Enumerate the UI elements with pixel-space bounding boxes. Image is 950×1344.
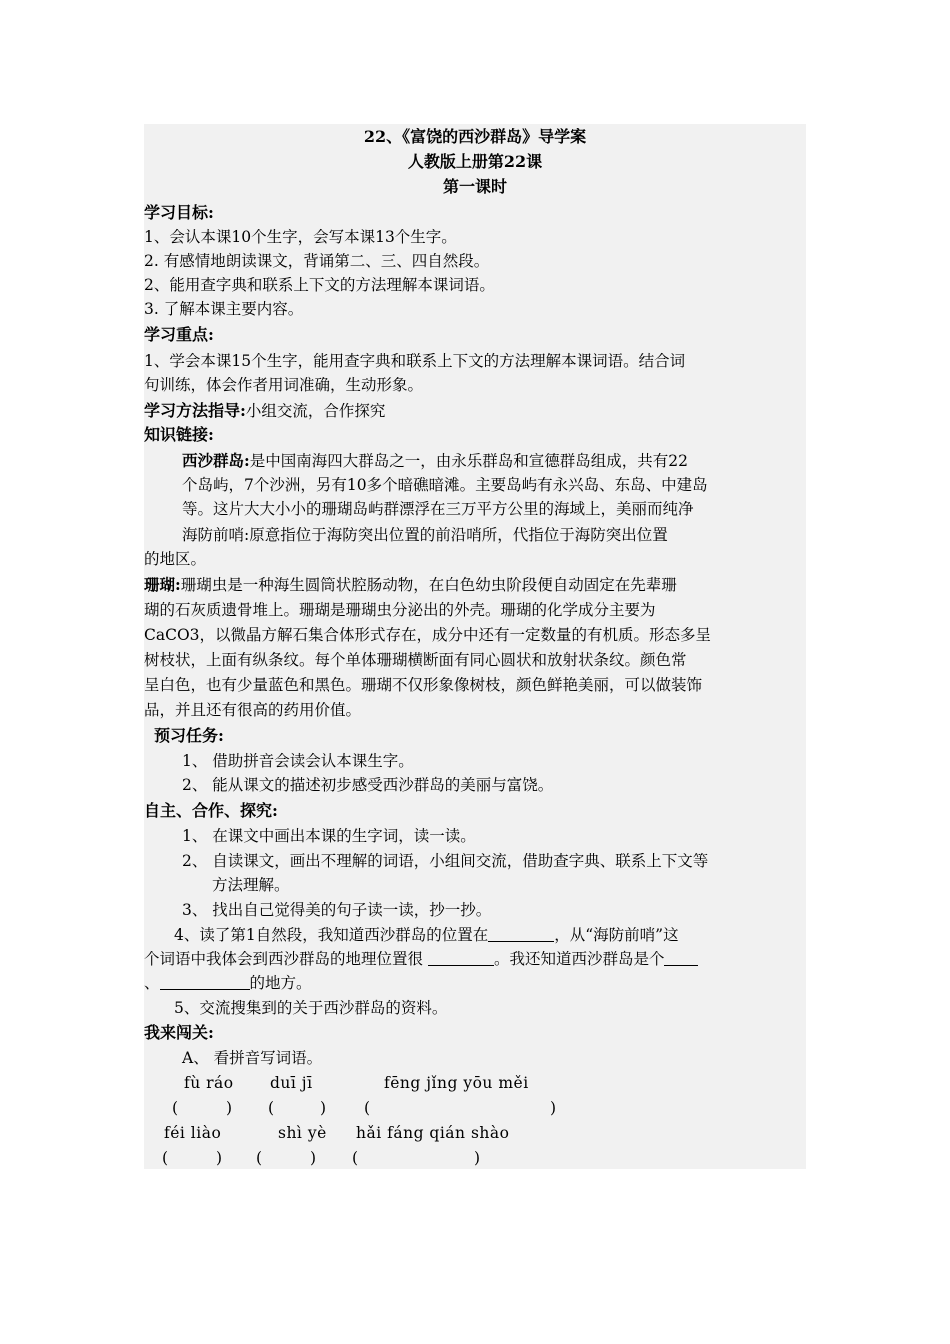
- answer-paren-open: (: [172, 1099, 179, 1117]
- objective-item: 1、会认本课10个生字，会写本课13个生字。: [144, 228, 457, 246]
- answer-paren-close: ): [216, 1149, 223, 1167]
- answer-paren-close: ): [226, 1099, 233, 1117]
- challenge-task-a: A、 看拼音写词语。: [182, 1049, 323, 1067]
- coral-line: 树枝状，上面有纵条纹。每个单体珊瑚横断面有同心圆状和放射状条纹。颜色常: [144, 651, 687, 669]
- pinyin-word: hǎi fáng qián shào: [356, 1124, 510, 1142]
- answer-paren-close: ): [474, 1149, 481, 1167]
- fill-blank[interactable]: [160, 973, 250, 990]
- preview-item: 2、 能从课文的描述初步感受西沙群岛的美丽与富饶。: [182, 776, 554, 794]
- challenge-heading: 我来闯关:: [144, 1023, 214, 1042]
- haifang-line: 的地区。: [144, 550, 207, 568]
- coral-line: 品，并且还有很高的药用价值。: [144, 701, 362, 719]
- coral-line: 珊瑚:珊瑚虫是一种海生圆筒状腔肠动物，在白色幼虫阶段便自动固定在先辈珊: [144, 575, 677, 594]
- explore-item-4: 个词语中我体会到西沙群岛的地理位置很 。我还知道西沙群岛是个: [144, 948, 698, 970]
- answer-paren-open: (: [256, 1149, 263, 1167]
- objective-item: 3. 了解本课主要内容。: [144, 300, 304, 318]
- answer-paren-close: ): [550, 1099, 557, 1117]
- method-text: 小组交流，合作探究: [245, 402, 386, 420]
- xisha-line: 个岛屿，7个沙洲，另有10多个暗礁暗滩。主要岛屿有永兴岛、东岛、中建岛: [182, 476, 708, 494]
- objective-item: 2、能用查字典和联系上下文的方法理解本课词语。: [144, 276, 495, 294]
- title-line-3: 第一课时: [442, 177, 507, 196]
- answer-paren-open: (: [162, 1149, 169, 1167]
- title-line-1: 22、《富饶的西沙群岛》导学案: [363, 127, 587, 146]
- knowledge-heading: 知识链接:: [144, 425, 214, 444]
- answer-paren-open: (: [364, 1099, 371, 1117]
- pinyin-word: duī jī: [270, 1074, 313, 1092]
- explore-item-4: 、 的地方。: [144, 974, 312, 992]
- pinyin-word: shì yè: [278, 1124, 327, 1142]
- explore-item: 2、 自读课文，画出不理解的词语，小组间交流，借助查字典、联系上下文等: [182, 852, 709, 870]
- key-points-heading: 学习重点:: [144, 325, 214, 344]
- xisha-line: 等。这片大大小小的珊瑚岛屿群漂浮在三万平方公里的海域上，美丽而纯净: [182, 500, 694, 518]
- key-points-line: 句训练，体会作者用词准确，生动形象。: [144, 376, 424, 394]
- coral-line: CaCO3，以微晶方解石集合体形式存在，成分中还有一定数量的有机质。形态多呈: [144, 626, 712, 644]
- key-points-line: 1、学会本课15个生字，能用查字典和联系上下文的方法理解本课词语。结合词: [144, 352, 686, 370]
- method-line: [144, 400, 385, 422]
- explore-item: 方法理解。: [212, 876, 290, 894]
- xisha-line: 西沙群岛:是中国南海四大群岛之一，由永乐群岛和宣德群岛组成，共有22: [182, 451, 688, 470]
- coral-label: 珊瑚:: [144, 575, 181, 594]
- xisha-label: 西沙群岛:: [182, 451, 250, 470]
- pinyin-word: fēng jǐng yōu měi: [384, 1074, 529, 1092]
- answer-paren-close: ): [320, 1099, 327, 1117]
- answer-paren-open: (: [352, 1149, 359, 1167]
- method-heading: 学习方法指导:: [144, 401, 246, 420]
- answer-paren-open: (: [268, 1099, 275, 1117]
- fill-blank[interactable]: [488, 925, 554, 942]
- document-page: [144, 124, 806, 1169]
- preview-item: 1、 借助拼音会读会认本课生字。: [182, 752, 414, 770]
- explore-item-4: 4、读了第1自然段，我知道西沙群岛的位置在 ，从“海防前哨”这: [174, 926, 679, 944]
- answer-paren-close: ): [310, 1149, 317, 1167]
- haifang-label: 海防前哨:: [182, 526, 250, 544]
- fill-blank[interactable]: [428, 949, 494, 966]
- coral-line: 瑚的石灰质遗骨堆上。珊瑚是珊瑚虫分泌出的外壳。珊瑚的化学成分主要为: [144, 601, 656, 619]
- explore-item: 3、 找出自己觉得美的句子读一读，抄一抄。: [182, 901, 492, 919]
- fill-blank[interactable]: [664, 949, 698, 966]
- objectives-heading: 学习目标:: [144, 203, 214, 222]
- haifang-line: 海防前哨:原意指位于海防突出位置的前沿哨所，代指位于海防突出位置: [182, 526, 668, 544]
- pinyin-word: fù ráo: [184, 1074, 234, 1092]
- preview-heading: 预习任务:: [154, 726, 224, 745]
- coral-line: 呈白色，也有少量蓝色和黑色。珊瑚不仅形象像树枝，颜色鲜艳美丽，可以做装饰: [144, 676, 703, 694]
- explore-item: 1、 在课文中画出本课的生字词，读一读。: [182, 827, 476, 845]
- explore-item: 5、交流搜集到的关于西沙群岛的资料。: [174, 999, 448, 1017]
- explore-heading: 自主、合作、探究:: [144, 801, 278, 820]
- objective-item: 2. 有感情地朗读课文，背诵第二、三、四自然段。: [144, 252, 490, 270]
- title-line-2: 人教版上册第22课: [407, 152, 543, 171]
- pinyin-word: féi liào: [164, 1124, 222, 1142]
